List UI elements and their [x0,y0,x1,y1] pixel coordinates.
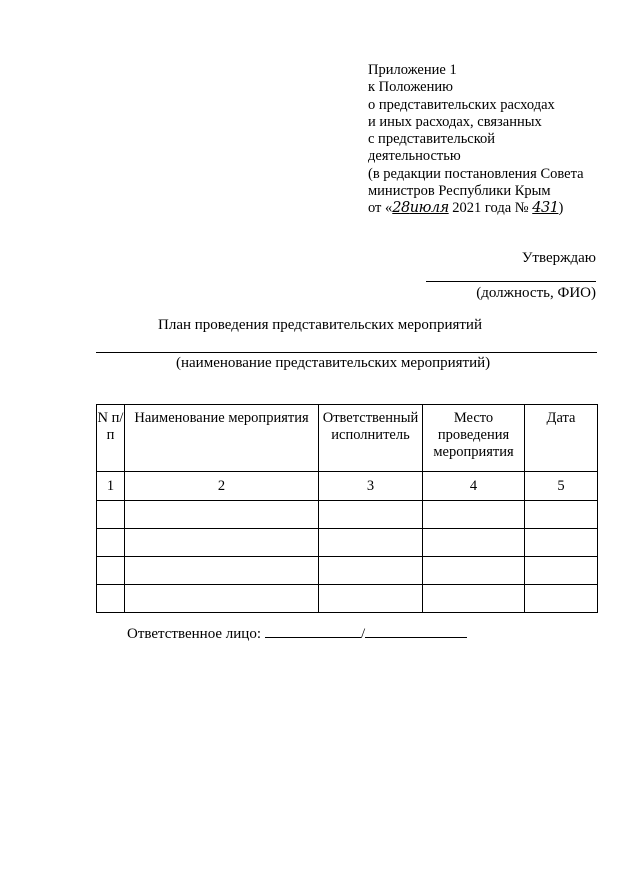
header-place: Место проведения мероприятия [423,405,525,472]
table-cell [125,501,319,529]
appendix-line: деятельностью [368,148,461,165]
date-prefix: от « [368,200,393,217]
table-cell [97,501,125,529]
table-cell [319,585,423,613]
column-number: 5 [525,472,598,501]
table-row [97,585,598,613]
appendix-line: к Положению [368,79,453,96]
signature-line [426,281,596,282]
appendix-line: о представительских расходах [368,96,555,113]
table-cell [125,557,319,585]
table-cell [525,585,598,613]
handwritten-day: 28 [392,200,410,217]
event-name-line [96,352,597,353]
handwritten-number: 431 [532,200,559,217]
appendix-line: (в редакции постановления Совета [368,165,584,182]
table-row [97,529,598,557]
column-number-row [97,472,598,501]
table-cell [97,557,125,585]
table-cell [125,585,319,613]
table-cell [525,501,598,529]
responsible-person [127,625,467,643]
column-number: 4 [423,472,525,501]
header-responsible: Ответственный исполнитель [319,405,423,472]
table-cell [525,529,598,557]
event-name-caption: (наименование представительских мероприятий) [176,355,491,371]
table-cell [319,557,423,585]
table-cell [423,557,525,585]
approve-caption: (должность, ФИО) [476,285,596,301]
appendix-line: Приложение 1 [368,62,457,78]
responsible-name-blank [365,625,467,638]
date-suffix: ) [558,200,564,217]
header-date: Дата [525,405,598,472]
date-year-text: 2021 года № [448,200,533,217]
appendix-date-line [368,200,608,217]
table-cell [319,529,423,557]
table-cell [423,501,525,529]
responsible-separator: / [361,626,366,642]
column-number: 1 [97,472,125,501]
table-cell [319,501,423,529]
column-number: 2 [125,472,319,501]
table-cell [525,557,598,585]
responsible-label: Ответственное лицо: [127,626,261,642]
table-cell [97,529,125,557]
appendix-line: министров Республики Крым [368,183,551,200]
appendix-line: и иных расходах, связанных [368,113,542,130]
appendix-line: с представительской [368,131,496,148]
table-cell [423,529,525,557]
table-cell [423,585,525,613]
plan-title: План проведения представительских мероприятий [158,317,482,333]
handwritten-month: июля [409,200,449,217]
table-header-row [97,405,598,472]
appendix-block [368,62,608,218]
header-event-name: Наименование мероприятия [125,405,319,472]
responsible-signature-blank [265,625,361,638]
table-cell [125,529,319,557]
table-cell [97,585,125,613]
approve-label: Утверждаю [521,250,596,266]
table-row [97,557,598,585]
column-number: 3 [319,472,423,501]
header-number: N п/п [97,405,125,472]
table-row [97,501,598,529]
events-table [96,404,598,613]
